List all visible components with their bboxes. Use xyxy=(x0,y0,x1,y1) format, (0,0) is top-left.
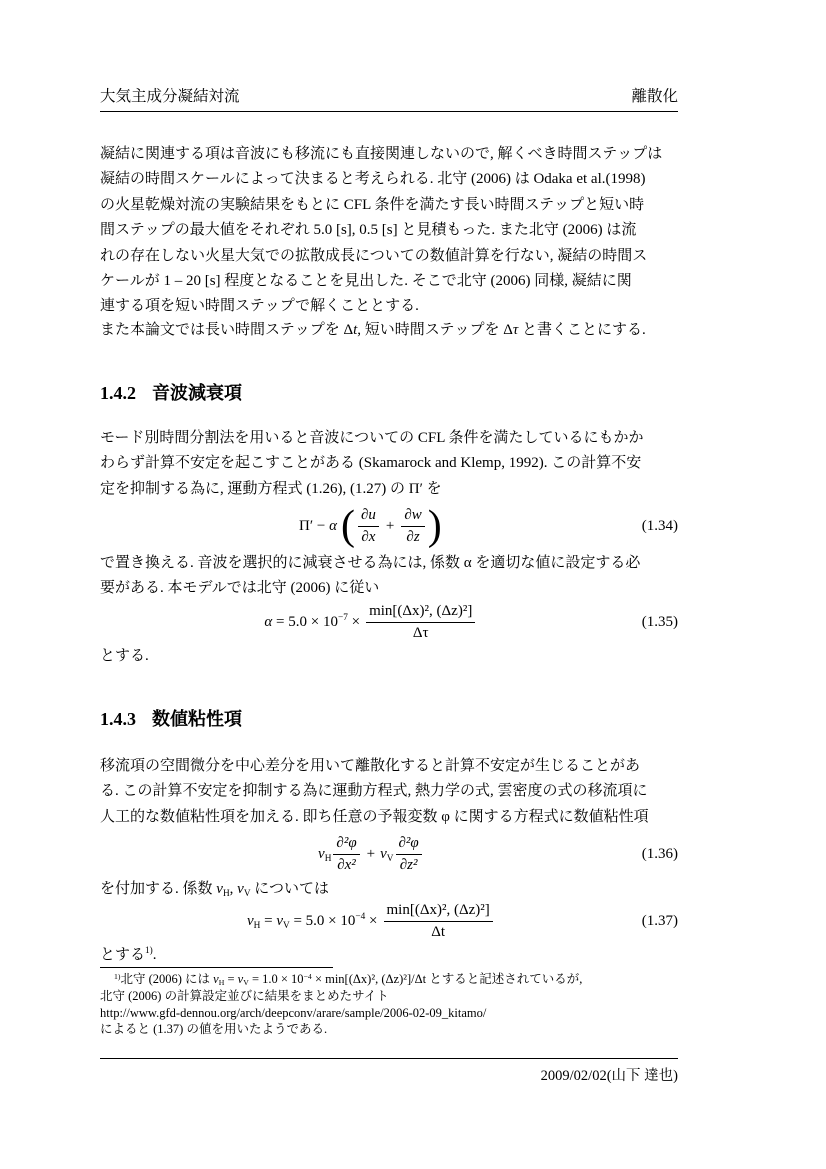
superscript: −4 xyxy=(355,911,366,922)
paragraph-numerical-viscosity xyxy=(100,754,678,830)
fraction-denominator: Δτ xyxy=(412,624,429,641)
equation-lhs xyxy=(247,913,378,930)
text-line: れの存在しない火星大気での拡散成長についての数値計算を行ない, 凝結の時間ス xyxy=(100,247,648,264)
fraction-numerator: ∂u xyxy=(358,506,379,527)
text-line: 要がある. 本モデルでは北守 (2006) に従い xyxy=(100,580,380,597)
footnote xyxy=(100,971,678,1038)
fraction-denominator: ∂z² xyxy=(399,856,418,873)
equation-body xyxy=(100,602,642,643)
text-segment: = 5.0 × 10 xyxy=(272,613,338,630)
equation-body: Π′ − α ( $\frac{\partial u}{\partial x}$ + $\frac{\partial w}{\partial z}$ ) xyxy=(298,503,442,549)
text-line: わらず計算不安定を起こすことがある (Skamarock and Klemp, 1992). この計算不安 xyxy=(100,455,642,472)
section-number: 1.4.2 xyxy=(100,383,136,403)
subscript: V xyxy=(243,978,249,987)
subscript: H xyxy=(324,853,332,864)
subscript: V xyxy=(283,920,290,931)
fraction-numerator: min[(Δx)², (Δz)²] xyxy=(366,602,475,623)
text-segment: × xyxy=(365,912,378,929)
subscript: V xyxy=(386,853,394,864)
text-line: 移流項の空間微分を中心差分を用いて離散化すると計算不安定が生じることがあ xyxy=(100,758,641,774)
fraction-numerator: ∂²φ xyxy=(333,834,359,855)
footnote-url: http://www.gfd-dennou.org/arch/deepconv/arare/sample/2006-02-09_kitamo/ xyxy=(100,1005,487,1020)
coefficient-nu-h xyxy=(318,846,331,863)
footnote-line xyxy=(100,971,678,988)
text-line: る. この計算不安定を抑制する為に運動方程式, 熱力学の式, 雲密度の式の移流項に xyxy=(100,783,648,800)
section-heading-1-4-2 xyxy=(100,379,678,405)
paragraph-condensation-timestep xyxy=(100,142,678,320)
superscript: 1) xyxy=(114,972,121,981)
fraction-dw-dz xyxy=(401,506,424,547)
superscript: −7 xyxy=(337,612,348,623)
text-segment: t xyxy=(353,322,358,338)
paragraph-timestep-notation xyxy=(100,318,678,343)
fraction-numerator: ∂²φ xyxy=(396,834,422,855)
fraction-d2phi-dz2 xyxy=(396,834,422,875)
text-segment: τ xyxy=(512,322,519,338)
fraction-denominator: ∂x xyxy=(361,528,376,545)
text-line: 凝結に関連する項は音波にも移流にも直接関連しないので, 解くべき時間ステップは xyxy=(100,146,663,162)
text-segment: α xyxy=(329,517,337,534)
fraction-d2phi-dx2 xyxy=(333,834,359,875)
text-segment: ν xyxy=(246,912,254,929)
subscript: H xyxy=(222,889,230,899)
fraction-du-dx xyxy=(358,506,379,547)
text-segment: については xyxy=(250,881,329,897)
fraction-numerator: min[(Δx)², (Δz)²] xyxy=(384,901,493,922)
text-segment: とする xyxy=(100,947,146,963)
text-segment: ν xyxy=(237,972,244,986)
text-line: モード別時間分割法を用いると音波についての CFL 条件を満たしているにもかか xyxy=(100,430,644,446)
fraction-denominator: ∂z xyxy=(406,528,420,545)
section-heading-1-4-3 xyxy=(100,705,678,731)
text-segment: × min[(Δx)², (Δz)²]/Δt とすると記述されているが, xyxy=(311,972,583,986)
text-segment: 北守 (2006) には xyxy=(120,972,214,986)
text-segment: ν xyxy=(318,845,325,862)
equation-number: (1.36) xyxy=(641,845,678,862)
header-rule xyxy=(100,111,678,112)
text-segment: × xyxy=(347,613,361,630)
equation-lhs xyxy=(264,614,360,631)
subscript: H xyxy=(253,920,261,931)
equation-number: (1.34) xyxy=(641,517,678,534)
text-segment: , xyxy=(229,881,238,897)
fraction-min-dx-dz xyxy=(384,901,493,942)
text-segment: を付加する. 係数 xyxy=(100,881,217,897)
text-line: 凝結の時間スケールによって決まると考えられる. 北守 (2006) は Odaka et al.(1998) xyxy=(100,171,646,188)
equation-1-34 xyxy=(100,500,678,552)
section-title: 音波減衰項 xyxy=(152,383,242,403)
footnote-rule xyxy=(100,967,333,968)
text-line: の火星乾燥対流の実験結果をもとに CFL 条件を満たす長い時間ステップと短い時 xyxy=(100,196,645,213)
text-segment: ν xyxy=(276,912,283,929)
equation-1-35 xyxy=(100,600,678,644)
header-right-title: 離散化 xyxy=(631,88,678,105)
fraction-numerator: ∂w xyxy=(401,506,424,527)
text-segment: と書くことにする. xyxy=(518,322,646,338)
text-line: で置き換える. 音波を選択的に減衰させる為には, 係数 α を適切な値に設定する必 xyxy=(100,555,641,571)
text-line: 定を抑制する為に, 運動方程式 (1.26), (1.27) の Π′ を xyxy=(100,480,442,497)
text-segment: Δ xyxy=(503,322,513,338)
plus-operator: + xyxy=(366,845,376,862)
text-segment: , 短い時間ステップを xyxy=(357,322,504,338)
text-segment: また本論文では長い時間ステップを xyxy=(100,322,344,338)
header-left-title: 大気主成分凝結対流 xyxy=(100,88,240,105)
page-header xyxy=(100,84,678,106)
fraction-denominator: Δt xyxy=(431,923,446,940)
text-segment: Δ xyxy=(343,322,354,338)
text-segment: α xyxy=(264,613,273,630)
section-number: 1.4.3 xyxy=(100,709,136,729)
paragraph-sound-wave-damping xyxy=(100,426,678,502)
fraction-min-dx-dz xyxy=(366,602,475,643)
text-segment: ν xyxy=(237,881,244,897)
equation-body xyxy=(100,834,642,875)
fraction-denominator: ∂x² xyxy=(337,856,356,873)
footnote-line: 北守 (2006) の計算設定並びに結果をまとめたサイト xyxy=(100,988,389,1003)
paragraph-alpha-coefficient xyxy=(100,551,678,602)
text-segment: ν xyxy=(213,972,219,986)
section-title: 数値粘性項 xyxy=(152,709,242,729)
paragraph-tosuru-footnote-ref xyxy=(100,943,678,968)
superscript: −4 xyxy=(303,972,312,981)
text-line: 連する項を短い時間ステップで解くこととする. xyxy=(100,298,419,315)
subscript: V xyxy=(243,889,251,899)
footer-rule xyxy=(100,1058,678,1059)
superscript: 1) xyxy=(145,946,153,956)
equation-number: (1.37) xyxy=(641,912,678,929)
text-segment: = 1.0 × 10 xyxy=(248,972,304,986)
text-segment: ν xyxy=(216,881,223,897)
equation-1-36 xyxy=(100,832,678,876)
footnote-line: によると (1.37) の値を用いたようである. xyxy=(100,1022,328,1037)
text-segment: = xyxy=(260,912,277,929)
equation-number: (1.35) xyxy=(641,613,678,630)
text-segment: ν xyxy=(380,845,387,862)
text-segment: . xyxy=(152,947,157,963)
equation-lhs xyxy=(299,518,337,535)
subscript: H xyxy=(218,978,225,987)
text-segment: = 5.0 × 10 xyxy=(289,912,356,929)
equation-1-37 xyxy=(100,899,678,943)
text-segment: = xyxy=(224,972,238,986)
paragraph-tosuru: とする. xyxy=(100,648,149,664)
text-line: 間ステップの最大値をそれぞれ 5.0 [s], 0.5 [s] と見積もった. また北守 (2006) は流 xyxy=(100,222,637,239)
footer-date-author: 2009/02/02(山下 達也) xyxy=(540,1068,678,1084)
plus-operator: + xyxy=(385,517,395,534)
coefficient-nu-v xyxy=(380,846,393,863)
equation-body xyxy=(100,901,642,942)
text-segment: Π′ − xyxy=(298,517,330,534)
text-line: ケールが 1 – 20 [s] 程度となることを見出した. そこで北守 (2006) 同様, 凝結に関 xyxy=(100,273,632,290)
text-line: 人工的な数値粘性項を加える. 即ち任意の予報変数 φ に関する方程式に数値粘性項 xyxy=(100,808,649,825)
